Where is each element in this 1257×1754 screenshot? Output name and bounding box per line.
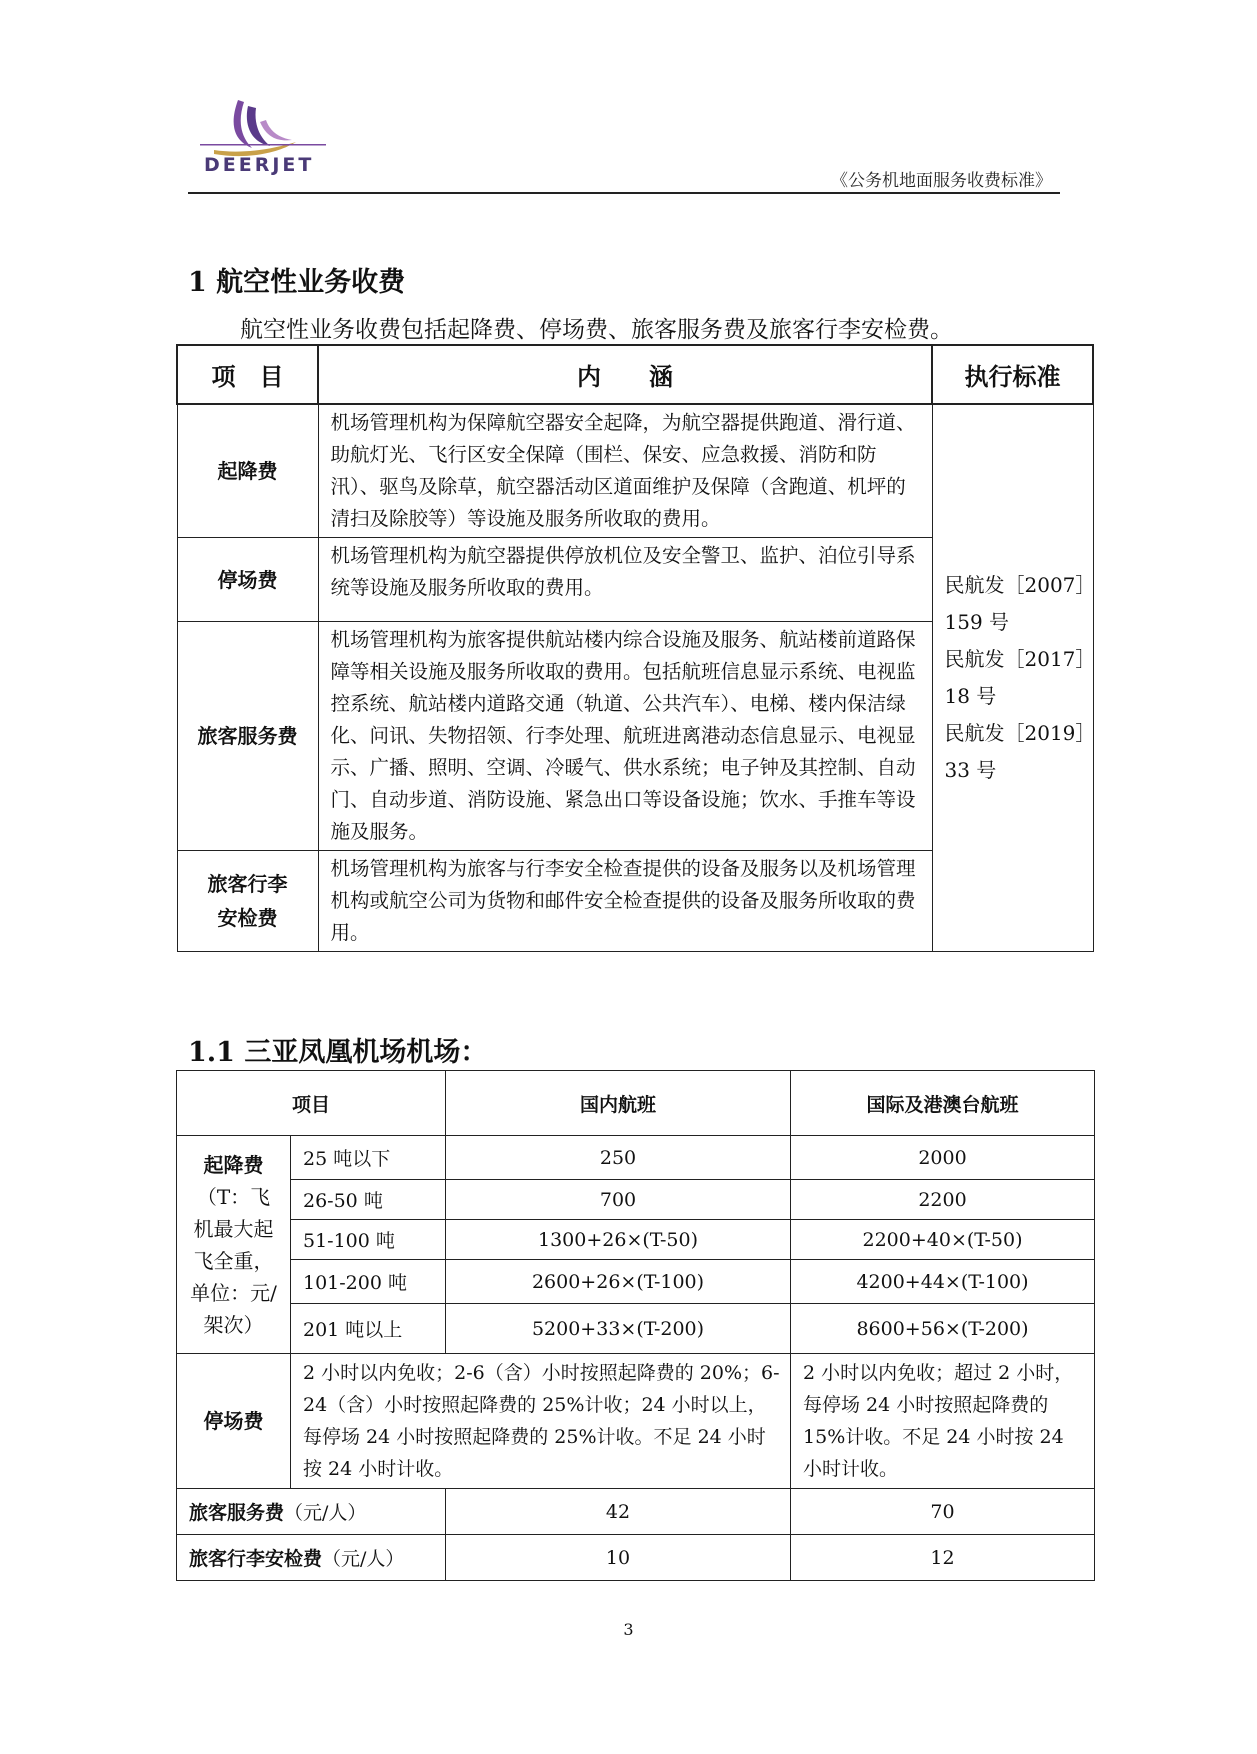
table-row [177, 1304, 1095, 1354]
standard-line: 159 号 [944, 610, 1010, 634]
passenger-service-fee-unit: （元/人） [284, 1502, 367, 1524]
fee-name: 起降费 [177, 404, 318, 538]
security-fee-label [177, 1535, 446, 1581]
domestic-fee: 2600+26×(T-100) [446, 1260, 791, 1304]
domestic-fee: 10 [446, 1535, 791, 1581]
document-title: 《公务机地面服务收费标准》 [831, 171, 1052, 191]
domestic-fee: 5200+33×(T-200) [446, 1304, 791, 1354]
table-header-row [177, 345, 1093, 404]
column-header-standard: 执行标准 [932, 345, 1093, 404]
international-fee: 12 [791, 1535, 1095, 1581]
fee-description: 机场管理机构为保障航空器安全起降，为航空器提供跑道、滑行道、助航灯光、飞行区安全保障（围栏、保安、应急救援、消防和防汛）、驱鸟及除草，航空器活动区道面维护及保障（含跑道、机坪的清扫及除胶等）等设施及服务所收取的费用。 [318, 404, 932, 538]
international-fee: 2000 [791, 1136, 1095, 1180]
parking-fee-domestic: 2 小时以内免收；2-6（含）小时按照起降费的 20%；6-24（含）小时按照起降费的 25%计收；24 小时以上，每停场 24 小时按照起降费的 25%计收。不足 24 小时按 24 小时计收。 [291, 1354, 791, 1489]
landing-fee-note-line: 单位：元/ [190, 1280, 277, 1305]
international-fee: 2200 [791, 1180, 1095, 1220]
international-fee: 70 [791, 1489, 1095, 1535]
table-row [177, 1220, 1095, 1260]
table-row [177, 1260, 1095, 1304]
landing-fee-note-line: 机最大起 [193, 1216, 274, 1241]
fee-name [177, 851, 318, 952]
weight-class: 51-100 吨 [291, 1220, 446, 1260]
sanya-fee-table [176, 1070, 1095, 1581]
table-row [177, 1180, 1095, 1220]
landing-fee-note-line: 架次） [203, 1312, 264, 1337]
security-fee-title: 旅客行李安检费 [189, 1548, 323, 1570]
fee-description: 机场管理机构为旅客提供航站楼内综合设施及服务、航站楼前道路保障等相关设施及服务所收取的费用。包括航班信息显示系统、电视监控系统、航站楼内道路交通（轨道、公共汽车）、电梯、楼内保洁绿化、问讯、失物招领、行李处理、航班进离港动态信息显示、电视显示、广播、照明、空调、冷暖气、供水系统；电子钟及其控制、自动门、自动步道、消防设施、紧急出口等设备设施；饮水、手推车等设施及服务。 [318, 622, 932, 851]
table-header-row [177, 1071, 1095, 1136]
fee-definition-table [176, 344, 1094, 952]
domestic-fee: 700 [446, 1180, 791, 1220]
fee-description: 机场管理机构为旅客与行李安全检查提供的设备及服务以及机场管理机构或航空公司为货物和邮件安全检查提供的设备及服务所收取的费用。 [318, 851, 932, 952]
weight-class: 101-200 吨 [291, 1260, 446, 1304]
column-header-content: 内 涵 [318, 345, 932, 404]
fee-name-line: 旅客行李 [207, 872, 288, 896]
weight-class: 25 吨以下 [291, 1136, 446, 1180]
column-header-domestic: 国内航班 [446, 1071, 791, 1136]
standard-line: 18 号 [944, 684, 997, 708]
weight-class: 26-50 吨 [291, 1180, 446, 1220]
international-fee: 2200+40×(T-50) [791, 1220, 1095, 1260]
section-intro: 航空性业务收费包括起降费、停场费、旅客服务费及旅客行李安检费。 [240, 317, 953, 343]
domestic-fee: 250 [446, 1136, 791, 1180]
international-fee: 8600+56×(T-200) [791, 1304, 1095, 1354]
logo-text: DEERJET [204, 154, 315, 176]
table-row [177, 1489, 1095, 1535]
domestic-fee: 42 [446, 1489, 791, 1535]
table-row [177, 404, 1093, 538]
passenger-service-fee-title: 旅客服务费 [189, 1502, 285, 1524]
parking-fee-label [177, 1354, 291, 1489]
standard-line: 33 号 [944, 758, 997, 782]
landing-fee-title: 起降费 [203, 1152, 264, 1177]
landing-fee-label [177, 1136, 291, 1354]
column-header-item: 项 目 [177, 345, 318, 404]
passenger-service-fee-label [177, 1489, 446, 1535]
parking-fee-international: 2 小时以内免收；超过 2 小时，每停场 24 小时按照起降费的 15%计收。不足 24 小时按 24 小时计收。 [791, 1354, 1095, 1489]
security-fee-unit: （元/人） [322, 1548, 405, 1570]
fee-name-line: 安检费 [217, 906, 278, 930]
standard-line: 民航发［2019］ [944, 721, 1096, 745]
execution-standard [932, 404, 1096, 952]
fee-name: 停场费 [177, 538, 318, 622]
table-row [177, 1354, 1095, 1489]
section-heading-1: 1 航空性业务收费 [188, 267, 406, 298]
landing-fee-note-line: 飞全重， [193, 1248, 274, 1273]
weight-class: 201 吨以上 [291, 1304, 446, 1354]
parking-fee-title: 停场费 [203, 1409, 264, 1433]
international-fee: 4200+44×(T-100) [791, 1260, 1095, 1304]
fee-description: 机场管理机构为航空器提供停放机位及安全警卫、监护、泊位引导系统等设施及服务所收取的费用。 [318, 538, 932, 622]
landing-fee-note-line: （T：飞 [196, 1184, 271, 1209]
header-divider [188, 192, 1060, 194]
standard-line: 民航发［2017］ [944, 647, 1096, 671]
column-header-item: 项目 [177, 1071, 446, 1136]
fee-name: 旅客服务费 [177, 622, 318, 851]
page-number: 3 [623, 1620, 634, 1639]
table-row [177, 1535, 1095, 1581]
column-header-international: 国际及港澳台航班 [791, 1071, 1095, 1136]
standard-line: 民航发［2007］ [944, 573, 1096, 597]
section-heading-1-1: 1.1 三亚凤凰机场机场： [188, 1037, 488, 1068]
table-row [177, 1136, 1095, 1180]
domestic-fee: 1300+26×(T-50) [446, 1220, 791, 1260]
